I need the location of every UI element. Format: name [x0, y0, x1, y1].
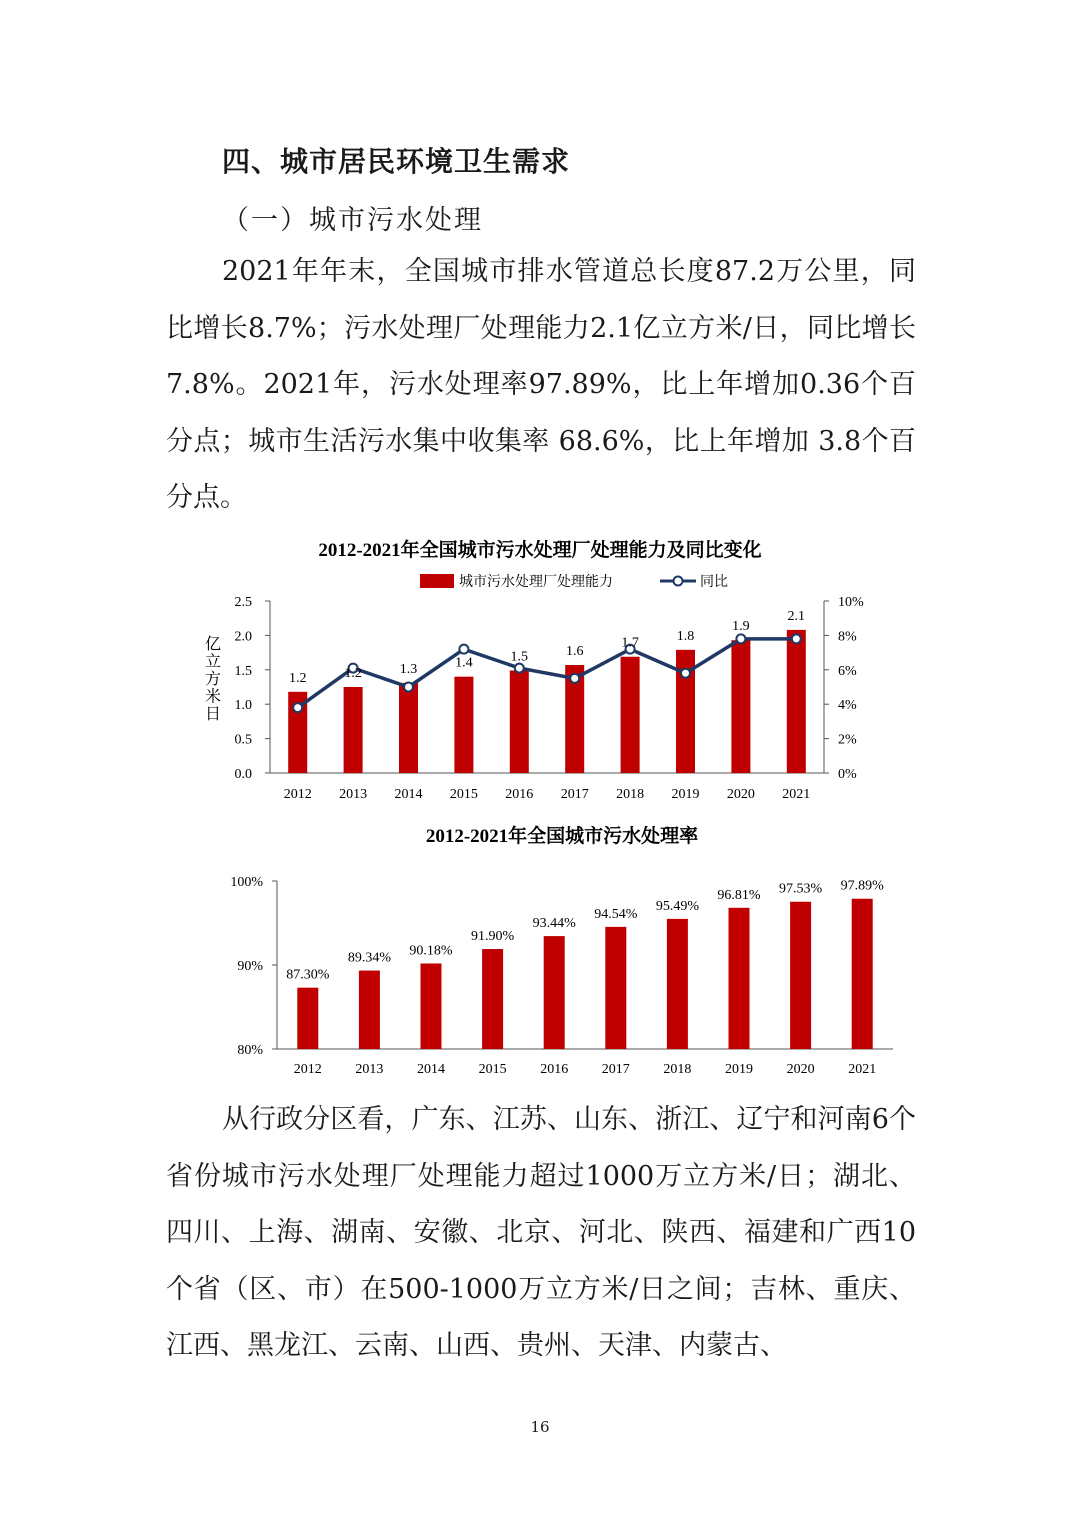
paragraph-sewage-summary: 2021年年末，全国城市排水管道总长度87.2万公里，同比增长8.7%；污水处理厂处理能力2.1亿立方米/日，同比增长7.8%。2021年，污水处理率97.89%，比上年增加0.36个百分点；城市生活污水集中收集率 68.6%，比上年增加 3.8个百分点。 [166, 256, 916, 513]
rate-bar [297, 988, 318, 1049]
y-tick-label: 2.0 [234, 629, 252, 645]
y2-tick-label: 4% [838, 698, 857, 714]
y2-tick-label: 0% [838, 767, 857, 782]
x-tick-label: 2019 [725, 1062, 753, 1077]
growth-point [293, 703, 302, 712]
y-tick-label: 100% [230, 875, 263, 890]
x-tick-label: 2020 [786, 1062, 815, 1077]
y-axis-label [205, 635, 221, 723]
rate-bar-label: 87.30% [286, 967, 330, 983]
x-tick-label: 2012 [293, 1062, 322, 1077]
legend-line-marker [674, 577, 683, 586]
chart-title: 2012-2021年全国城市污水处理厂处理能力及同比变化 [318, 540, 762, 561]
capacity-bar-label: 1.8 [676, 628, 695, 644]
y-tick-label: 1.5 [234, 663, 252, 679]
capacity-bar-series [288, 630, 806, 773]
legend-bar-swatch [420, 574, 454, 588]
capacity-bar-label: 1.9 [732, 619, 750, 635]
capacity-bar [344, 687, 363, 773]
x-tick-label: 2018 [663, 1062, 692, 1077]
x-tick-label: 2016 [505, 787, 534, 802]
y-axis-label-char: 米 [204, 688, 222, 706]
capacity-bar-label: 1.6 [565, 643, 584, 659]
x-tick-label: 2013 [339, 787, 368, 802]
x-tick-label: 2012 [283, 787, 312, 802]
growth-line-series [293, 634, 801, 712]
rate-bar [421, 963, 442, 1049]
x-tick-label: 2021 [782, 787, 811, 802]
x-tick-label: 2015 [478, 1062, 507, 1077]
growth-line [298, 639, 797, 708]
capacity-bar [454, 677, 473, 773]
x-tick-label: 2018 [616, 787, 645, 802]
capacity-growth-chart [0, 530, 1080, 815]
rate-bar [729, 908, 750, 1049]
rate-bar-label: 97.53% [779, 881, 823, 897]
rate-bar [605, 927, 626, 1049]
capacity-bar-label: 1.4 [455, 655, 473, 671]
paragraph-regional-capacity: 从行政分区看，广东、江苏、山东、浙江、辽宁和河南6个省份城市污水处理厂处理能力超过1000万立方米/日；湖北、四川、上海、湖南、安徽、北京、河北、陕西、福建和广西10个省（区、市）在500-1000万立方米/日之间；吉林、重庆、江西、黑龙江、云南、山西、贵州、天津、内蒙古、 [166, 1104, 916, 1361]
rate-bar [544, 936, 565, 1049]
rate-bar-label: 90.18% [409, 943, 453, 959]
capacity-bar [399, 683, 418, 773]
y2-tick-label: 10% [838, 595, 864, 610]
x-tick-label: 2016 [540, 1062, 569, 1077]
y-axis-label-char: 亿 [204, 636, 222, 653]
capacity-bar [510, 670, 529, 773]
growth-point [404, 683, 413, 692]
rate-bar-label: 89.34% [347, 950, 391, 966]
growth-point [459, 645, 468, 654]
x-tick-label: 2017 [560, 787, 589, 802]
growth-point [736, 634, 745, 643]
x-tick-label: 2020 [726, 787, 755, 802]
subsection-title: （一）城市污水处理 [222, 205, 483, 236]
capacity-bar [731, 640, 750, 773]
rate-bar-label: 95.49% [655, 898, 699, 914]
capacity-bar-label: 2.1 [787, 608, 806, 624]
capacity-bar [621, 657, 640, 773]
rate-bar [482, 949, 503, 1049]
x-tick-label: 2014 [417, 1062, 445, 1077]
y-axis-label-char: 立 [204, 653, 222, 671]
x-tick-label: 2014 [394, 787, 423, 802]
x-tick-label: 2021 [848, 1062, 877, 1077]
growth-point [792, 634, 801, 643]
rate-bar-label: 91.90% [471, 929, 515, 945]
growth-point [515, 664, 524, 673]
capacity-bar-label: 1.2 [288, 670, 307, 686]
rate-bar [790, 902, 811, 1049]
page-number: 16 [530, 1418, 550, 1436]
legend-bar-label: 城市污水处理厂处理能力 [459, 575, 613, 590]
x-tick-label: 2015 [449, 787, 478, 802]
y-tick-label: 1.0 [234, 698, 252, 714]
y2-tick-label: 8% [838, 629, 857, 645]
section-title: 四、城市居民环境卫生需求 [222, 145, 571, 178]
y2-tick-label: 6% [838, 663, 857, 679]
y-tick-label: 0.0 [234, 767, 252, 782]
y-tick-label: 80% [237, 1043, 263, 1058]
chart-title: 2012-2021年全国城市污水处理率 [425, 826, 699, 847]
rate-bar-label: 93.44% [532, 916, 576, 932]
treatment-rate-chart [0, 818, 1080, 1088]
rate-bar [667, 919, 688, 1049]
x-tick-label: 2019 [671, 787, 700, 802]
rate-bar-label: 96.81% [717, 887, 761, 903]
y-axis-label-char: 日 [204, 706, 222, 723]
y-axis-label-char: 方 [204, 671, 222, 688]
y-tick-label: 2.5 [234, 595, 252, 610]
rate-bar [852, 899, 873, 1049]
y2-tick-label: 2% [838, 732, 857, 748]
capacity-bar [787, 630, 806, 773]
rate-bar-series [297, 899, 872, 1049]
capacity-bar-label: 1.2 [344, 666, 362, 681]
x-tick-label: 2017 [601, 1062, 630, 1077]
capacity-bar-label: 1.7 [621, 635, 639, 651]
capacity-bar-label: 1.3 [399, 661, 418, 677]
y-tick-label: 90% [237, 959, 263, 974]
legend-line-label: 同比 [700, 575, 728, 590]
capacity-bar-label: 1.5 [510, 649, 529, 665]
y-tick-label: 0.5 [234, 732, 252, 748]
rate-bar [359, 971, 380, 1049]
growth-point [570, 674, 579, 683]
rate-bar-label: 94.54% [594, 906, 638, 922]
x-tick-label: 2013 [355, 1062, 384, 1077]
rate-bar-label: 97.89% [840, 878, 884, 894]
growth-point [681, 669, 690, 678]
